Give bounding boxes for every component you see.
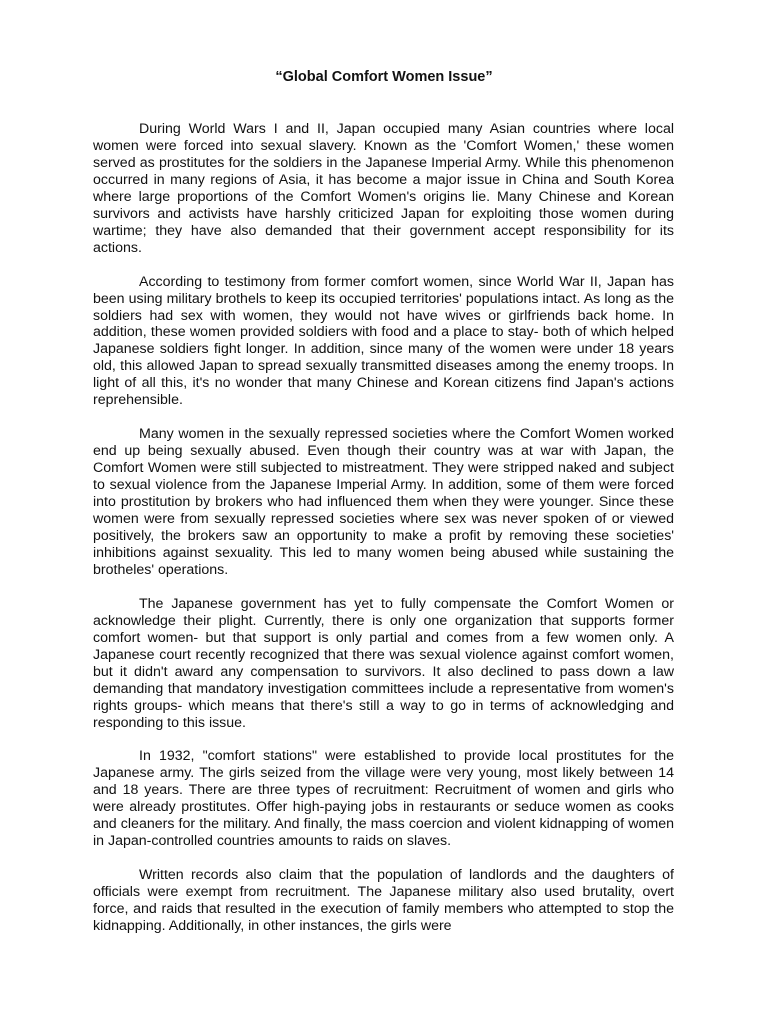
paragraph: According to testimony from former comfort women, since World War II, Japan has been using military brothels to keep its occupied territories' populations intact. As long as the soldiers had sex with women, they would not have wives or girlfriends back home. In addition, these women provided soldiers with food and a place to stay- both of which helped Japanese soldiers fight longer. In addition, since many of the women were under 18 years old, this allowed Japan to spread sexually transmitted diseases among the enemy troops. In light of all this, it's no wonder that many Chinese and Korean citizens find Japan's actions reprehensible.	[93, 273, 674, 409]
paragraph: Many women in the sexually repressed societies where the Comfort Women worked end up being sexually abused. Even though their country was at war with Japan, the Comfort Women were still subjected to mistreatment. They were stripped naked and subject to sexual violence from the Japanese Imperial Army. In addition, some of them were forced into prostitution by brokers who had influenced them when they were younger. Since these women were from sexually repressed societies where sex was never spoken of or viewed positively, the brokers saw an opportunity to make a profit by removing these societies' inhibitions against sexuality. This led to many women being abused while sustaining the brotheles' operations.	[93, 426, 674, 578]
paragraph: The Japanese government has yet to fully compensate the Comfort Women or acknowledge their plight. Currently, there is only one organization that supports former comfort women- but that support is only partial and comes from a few women only. A Japanese court recently recognized that there was sexual violence against comfort women, but it didn't award any compensation to survivors. It also declined to pass down a law demanding that mandatory investigation committees include a representative from women's rights groups- which means that there's still a way to go in terms of acknowledging and responding to this issue.	[93, 595, 674, 731]
paragraph: In 1932, "comfort stations" were established to provide local prostitutes for the Japanese army. The girls seized from the village were very young, most likely between 14 and 18 years. There are three types of recruitment: Recruitment of women and girls who were already prostitutes. Offer high-paying jobs in restaurants or seduce women as cooks and cleaners for the military. And finally, the mass coercion and violent kidnapping of women in Japan-controlled countries amounts to raids on slaves.	[93, 748, 674, 850]
paragraph: During World Wars I and II, Japan occupied many Asian countries where local women were forced into sexual slavery. Known as the 'Comfort Women,' these women served as prostitutes for the soldiers in the Japanese Imperial Army. While this phenomenon occurred in many regions of Asia, it has become a major issue in China and South Korea where large proportions of the Comfort Women's origins lie. Many Chinese and Korean survivors and activists have harshly criticized Japan for exploiting those women during wartime; they have also demanded that their government accept responsibility for its actions.	[93, 121, 674, 256]
paragraph: Written records also claim that the population of landlords and the daughters of officials were exempt from recruitment. The Japanese military also used brutality, overt force, and raids that resulted in the execution of family members who attempted to stop the kidnapping. Additionally, in other instances, the girls were	[93, 867, 674, 935]
document-title: “Global Comfort Women Issue”	[275, 69, 493, 85]
document-body	[93, 121, 674, 952]
